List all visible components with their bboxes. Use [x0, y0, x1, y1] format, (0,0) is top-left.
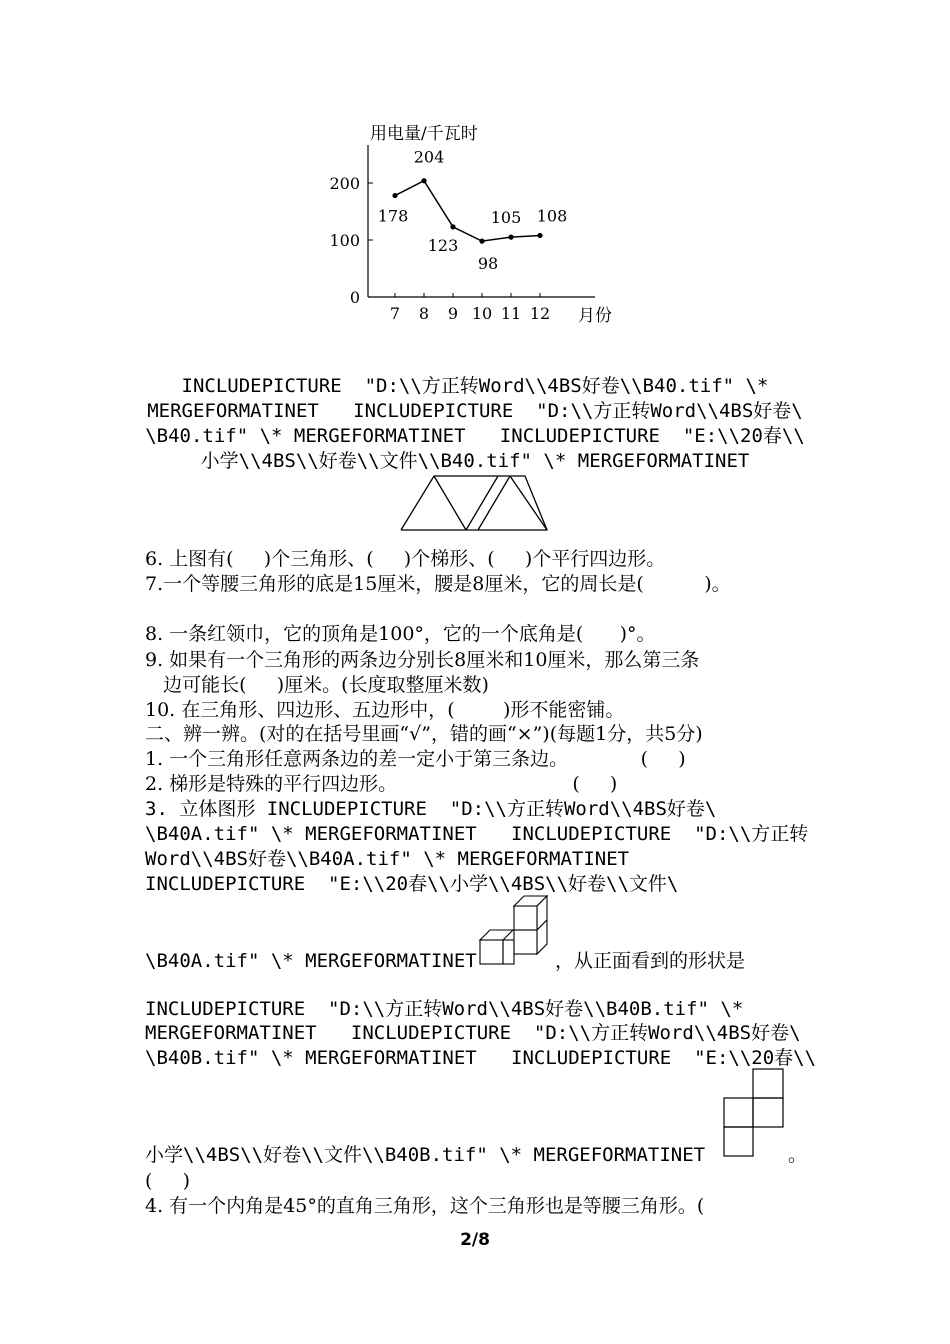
- data-point: [450, 224, 455, 229]
- include-text-4: 小学\\4BS\\好卷\\文件\\B40.tif" \* MERGEFORMATINET: [200, 450, 750, 472]
- front-view-figure: [722, 1067, 786, 1159]
- x-tick-label: 7: [389, 304, 401, 323]
- judge-3-line5-text: ，从正面看到的形状是: [555, 950, 746, 972]
- judge-1: 1. 一个三角形任意两条边的差一定小于第三条边。 ( ): [145, 748, 686, 770]
- question-9-line2: 边可能长( )厘米。(长度取整厘米数): [145, 674, 489, 696]
- include-text-3: \B40.tif" \* MERGEFORMATINET INCLUDEPICTURE "E:\\20春\\: [145, 425, 805, 447]
- x-tick-label: 12: [529, 304, 551, 323]
- data-point: [421, 178, 426, 183]
- data-point: [508, 235, 513, 240]
- include-text-2: MERGEFORMATINET INCLUDEPICTURE "D:\\方正转Word\\4BS好卷\: [147, 400, 803, 422]
- x-tick-label: 9: [447, 304, 459, 323]
- data-label: 178: [377, 206, 409, 226]
- judge-3-line4: INCLUDEPICTURE "E:\\20春\\小学\\4BS\\好卷\\文件\: [145, 873, 679, 895]
- data-label: 105: [490, 208, 522, 228]
- y-axis-label: 用电量/千瓦时: [370, 124, 478, 144]
- data-label: 98: [477, 254, 499, 274]
- question-9-line1: 9. 如果有一个三角形的两条边分别长8厘米和10厘米，那么第三条: [145, 649, 700, 671]
- chart-axes: [329, 124, 612, 326]
- include-text-1: INCLUDEPICTURE "D:\\方正转Word\\4BS好卷\\B40.tif" \*: [181, 375, 769, 397]
- cubes-figure: [478, 894, 552, 966]
- chart-marks: [378, 148, 568, 273]
- y-tick-label: 100: [329, 231, 360, 250]
- question-6: 6. 上图有( )个三角形、( )个梯形、( )个平行四边形。: [145, 548, 666, 570]
- data-label: 204: [413, 147, 445, 167]
- question-7: 7.一个等腰三角形的底是15厘米，腰是8厘米，它的周长是( )。: [145, 573, 731, 595]
- data-point: [537, 233, 542, 238]
- judge-3-line3: Word\\4BS好卷\\B40A.tif" \* MERGEFORMATINET: [145, 848, 630, 870]
- judge-2: 2. 梯形是特殊的平行四边形。 ( ): [145, 773, 618, 795]
- data-label: 123: [427, 235, 459, 255]
- judge-4: 4. 有一个内角是45°的直角三角形，这个三角形也是等腰三角形。(: [145, 1195, 705, 1217]
- section-2-heading: 二、辨一辨。(对的在括号里画“√”，错的画“×”)(每题1分，共5分): [145, 723, 703, 745]
- triangles-figure: [398, 474, 550, 532]
- judge-3-line8: \B40B.tif" \* MERGEFORMATINET INCLUDEPICTURE "E:\\20春\\: [145, 1047, 817, 1069]
- judge-3-line5: \B40A.tif" \* MERGEFORMATINET: [145, 950, 477, 972]
- judge-3-line6: INCLUDEPICTURE "D:\\方正转Word\\4BS好卷\\B40B.tif" \*: [145, 998, 744, 1020]
- x-axis-label: 月份: [578, 306, 612, 326]
- judge-3-bracket: ( ): [145, 1170, 191, 1192]
- x-tick-label: 11: [500, 304, 522, 323]
- question-8: 8. 一条红领巾，它的顶角是100°，它的一个底角是( )°。: [145, 623, 656, 645]
- judge-3-line2: \B40A.tif" \* MERGEFORMATINET INCLUDEPICTURE "D:\\方正转: [145, 823, 809, 845]
- electricity-line-chart: [320, 115, 630, 330]
- judge-3-line9: 小学\\4BS\\好卷\\文件\\B40B.tif" \* MERGEFORMATINET: [145, 1144, 706, 1166]
- judge-3-period: 。: [788, 1144, 808, 1166]
- question-10: 10. 在三角形、四边形、五边形中，( )形不能密铺。: [145, 699, 625, 721]
- y-tick-label: 0: [349, 288, 360, 307]
- data-point: [479, 239, 484, 244]
- page-number: 2/8: [460, 1230, 490, 1250]
- data-label: 108: [536, 206, 568, 226]
- judge-3-line7: MERGEFORMATINET INCLUDEPICTURE "D:\\方正转Word\\4BS好卷\: [145, 1022, 801, 1044]
- y-tick-label: 200: [329, 174, 360, 193]
- x-tick-label: 10: [471, 304, 493, 323]
- x-tick-label: 8: [418, 304, 430, 323]
- judge-3-line1: 3. 立体图形 INCLUDEPICTURE "D:\\方正转Word\\4BS好卷\: [145, 798, 717, 820]
- data-point: [392, 193, 397, 198]
